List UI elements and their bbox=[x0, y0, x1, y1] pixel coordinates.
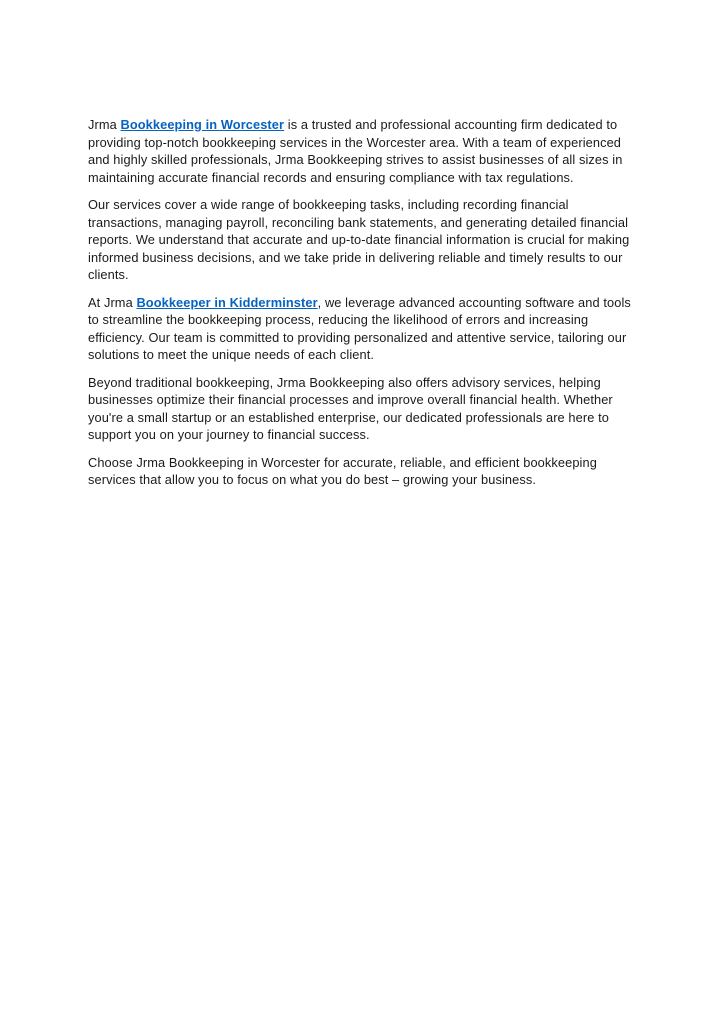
link-bookkeeper-in-kidderminster[interactable]: Bookkeeper in Kidderminster bbox=[136, 294, 318, 310]
paragraph-intro bbox=[88, 116, 631, 186]
document-body bbox=[88, 116, 631, 489]
paragraph-services bbox=[88, 196, 631, 284]
paragraph-text: Jrma bbox=[88, 117, 121, 132]
paragraph-text: Choose Jrma Bookkeeping in Worcester for accurate, reliable, and efficient bookkeeping services that allow you to focus on what you do best – growing your business. bbox=[88, 454, 597, 487]
paragraph-text: Beyond traditional bookkeeping, Jrma Bookkeeping also offers advisory services, helping businesses optimize their financial processes and improve overall financial health. Whether you're a small startup or an established enterprise, our dedicated professionals are here to support you on your journey to financial success. bbox=[88, 374, 613, 442]
link-bookkeeping-in-worcester[interactable]: Bookkeeping in Worcester bbox=[120, 117, 285, 132]
paragraph-text: is a trusted and professional accounting firm dedicated to providing top-notch bookkeeping services in the Worcester area. With a team of experienced and highly skilled professionals, Jrma Bookkeeping strives to assist businesses of all sizes in maintaining accurate financial records and ensuring compliance with tax regulations. bbox=[88, 117, 623, 185]
paragraph-text: Our services cover a wide range of bookkeeping tasks, including recording financial transactions, managing payroll, reconciling bank statements, and generating detailed financial reports. We understand that accurate and up-to-date financial information is crucial for making informed business decisions, and we take pride in delivering reliable and timely results to our clients. bbox=[88, 197, 630, 282]
paragraph-kidderminster bbox=[88, 294, 631, 364]
paragraph-text: At Jrma bbox=[88, 294, 137, 310]
paragraph-closing bbox=[88, 454, 631, 489]
paragraph-text: , we leverage advanced accounting software and tools to streamline the bookkeeping process, reducing the likelihood of errors and increasing efficiency. Our team is committed to providing personalized and attentive service, tailoring our solutions to meet the unique needs of each client. bbox=[88, 294, 631, 362]
paragraph-advisory bbox=[88, 374, 631, 444]
